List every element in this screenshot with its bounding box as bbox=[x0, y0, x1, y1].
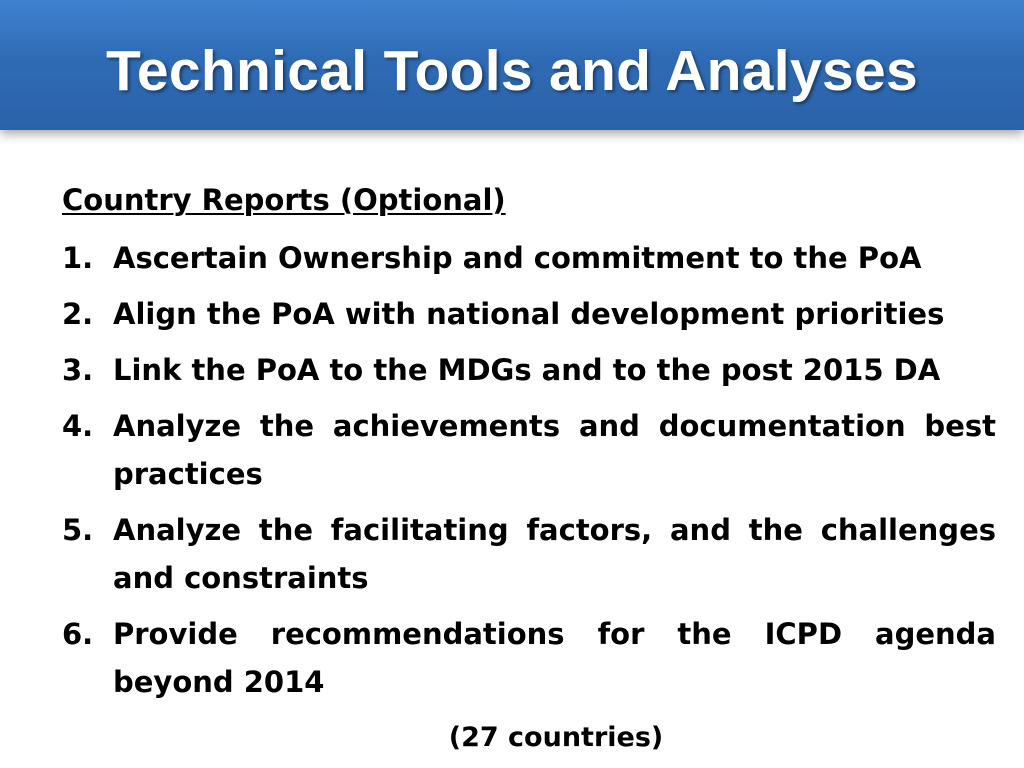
list-item bbox=[62, 234, 996, 282]
item-number: 6. bbox=[62, 617, 94, 651]
recommendation-list bbox=[62, 234, 996, 706]
item-number: 2. bbox=[62, 297, 94, 331]
item-number: 3. bbox=[62, 353, 94, 387]
item-text: Provide recommendations for the ICPD agenda beyond 2014 bbox=[113, 617, 996, 699]
countries-note: (27 countries) bbox=[448, 722, 664, 753]
list-item bbox=[62, 402, 996, 498]
item-text: Ascertain Ownership and commitment to the PoA bbox=[113, 241, 922, 275]
list-item bbox=[62, 506, 996, 602]
section-subtitle: Country Reports (Optional) bbox=[62, 183, 506, 217]
item-number: 4. bbox=[62, 409, 94, 443]
list-item bbox=[62, 346, 996, 394]
item-number: 5. bbox=[62, 513, 94, 547]
item-text: Align the PoA with national development priorities bbox=[113, 297, 945, 331]
slide-title: Technical Tools and Analyses bbox=[106, 39, 918, 103]
item-text: Analyze the achievements and documentation best practices bbox=[113, 409, 996, 491]
list-item bbox=[62, 290, 996, 338]
item-text: Link the PoA to the MDGs and to the post 2015 DA bbox=[113, 353, 941, 387]
list-item bbox=[62, 610, 996, 706]
slide-content bbox=[62, 176, 996, 714]
title-bar bbox=[0, 0, 1024, 130]
item-number: 1. bbox=[62, 241, 94, 275]
item-text: Analyze the facilitating factors, and the challenges and constraints bbox=[113, 513, 996, 595]
